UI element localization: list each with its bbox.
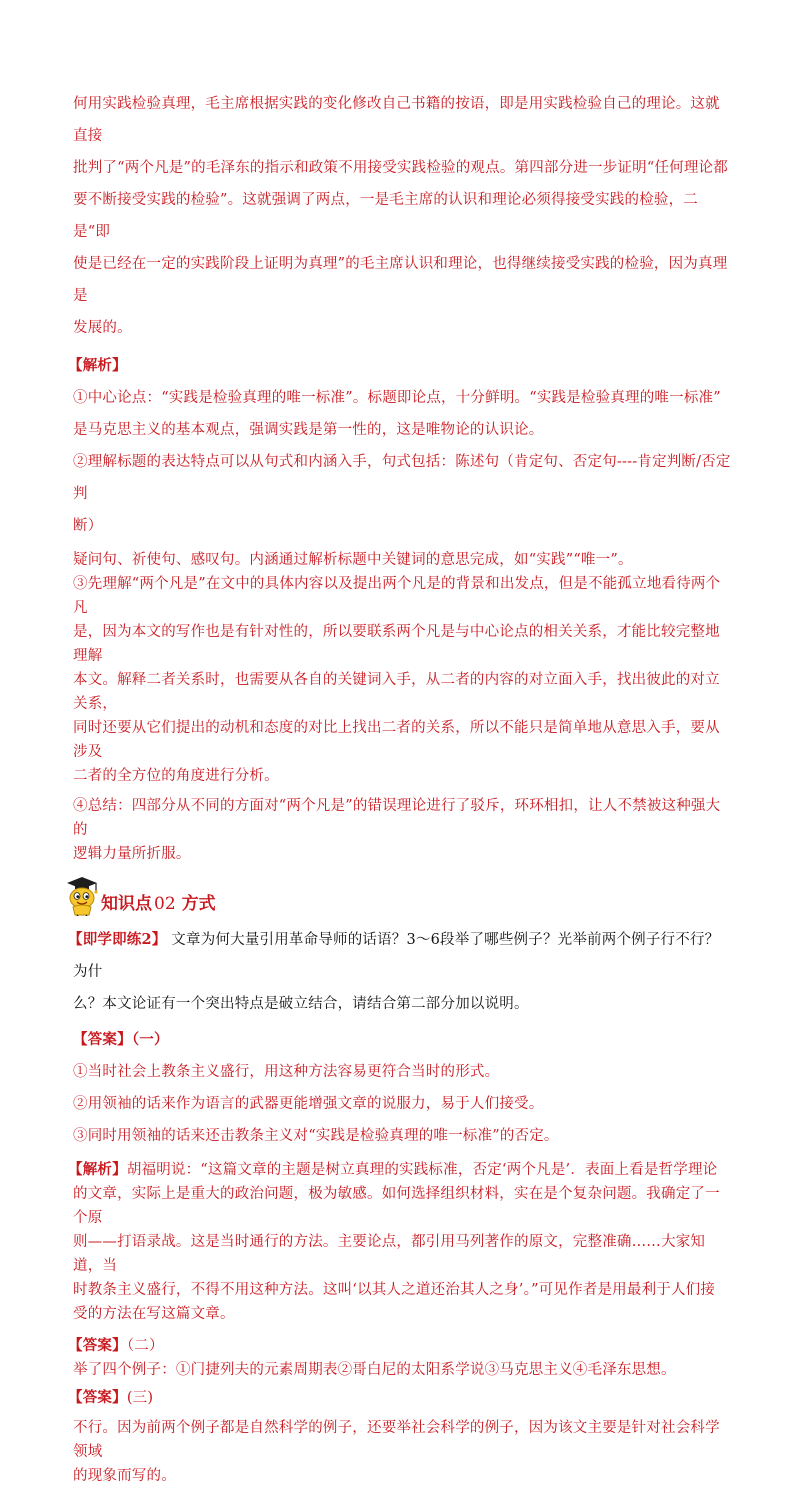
answer-item: 举了四个例子：①门捷列夫的元素周期表②哥白尼的太阳系学说③马克思主义④毛泽东思想。 xyxy=(73,1362,676,1378)
answer-block xyxy=(68,1334,733,1382)
question-text: 文章为何大量引用革命导师的话语？3～6段举了哪些例子？光举前两个例子行不行？为什 xyxy=(73,932,720,980)
section-heading xyxy=(63,872,733,916)
text-line: ④总结：四部分从不同的方面对“两个凡是”的错误理论进行了驳斥，环环相扣，让人不禁被这种强大的 xyxy=(73,798,721,838)
top-paragraph xyxy=(73,88,733,344)
text-line: 同时还要从它们提出的动机和态度的对比上找出二者的关系，所以不能只是简单地从意思入手，要从涉及 xyxy=(73,720,720,760)
document-page xyxy=(68,88,733,1488)
answer-label: 【答案】 xyxy=(73,1031,132,1048)
text-line: 要不断接受实践的检验”。这就强调了两点，一是毛主席的认识和理论必须得接受实践的检验，二是“即 xyxy=(73,192,699,240)
answer-label: 【答案】 xyxy=(68,1389,127,1406)
text-line: 疑问句、祈使句、感叹句。内涵通过解析标题中关键词的意思完成，如“实践”“唯一”。 xyxy=(73,552,633,568)
section-prefix: 知识点 xyxy=(101,894,152,914)
answer-item: ②用领袖的话来作为语言的武器更能增强文章的说服力，易于人们接受。 xyxy=(73,1096,544,1112)
section-title xyxy=(101,892,216,916)
text-line: ③先理解“两个凡是”在文中的具体内容以及提出两个凡是的背景和出发点，但是不能孤立地看待两个凡 xyxy=(73,576,721,616)
text-line: 是，因为本文的写作也是有针对性的，所以要联系两个凡是与中心论点的相关关系，才能比较完整地理解 xyxy=(73,624,720,664)
text-line: 本文。解释二者关系时，也需要从各自的关键词入手，从二者的内容的对立面入手，找出彼此的对立关系， xyxy=(73,672,720,712)
text-line: 批判了“两个凡是”的毛泽东的指示和政策不用接受实践检验的观点。第四部分进一步证明“任何理论都 xyxy=(73,160,728,176)
section-name: 方式 xyxy=(181,894,216,914)
text-line: 的文章，实际上是重大的政治问题，极为敏感。如何选择组织材料，实在是个复杂问题。我确定了一个原 xyxy=(73,1186,720,1226)
text-line: 则——打语录战。这是当时通行的方法。主要论点，都引用马列著作的原文，完整准确……大家知道，当 xyxy=(73,1234,706,1274)
practice-question xyxy=(68,924,733,1020)
text-line: 的现象而写的。 xyxy=(73,1468,176,1484)
text-line: 使是已经在一定的实践阶段上证明为真理”的毛主席认识和理论，也得继续接受实践的检验，因为真理是 xyxy=(73,256,728,304)
text-line: 断） xyxy=(73,518,103,534)
text-line: 逻辑力量所折服。 xyxy=(73,846,191,862)
text-line: 是马克思主义的基本观点，强调实践是第一性的，这是唯物论的认识论。 xyxy=(73,422,544,438)
answer-block xyxy=(73,1024,733,1152)
text-line: 不行。因为前两个例子都是自然科学的例子，还要举社会科学的例子，因为该文主要是针对社会科学领域 xyxy=(73,1420,720,1460)
text-line: 二者的全方位的角度进行分析。 xyxy=(73,768,279,784)
section-number: 02 xyxy=(154,894,176,914)
text-line: 发展的。 xyxy=(73,320,132,336)
text-line: 何用实践检验真理，毛主席根据实践的变化修改自己书籍的按语，即是用实践检验自己的理论。这就直接 xyxy=(73,96,720,144)
answer-part: （二） xyxy=(126,1338,164,1354)
answer-item: ③同时用领袖的话来还击教条主义对“实践是检验真理的唯一标准”的否定。 xyxy=(73,1128,559,1144)
answer-block xyxy=(68,1386,733,1488)
answer-part: (三) xyxy=(126,1390,154,1406)
text-line: 胡福明说：“这篇文章的主题是树立真理的实践标准，否定‘两个凡是’．表面上看是哲学理论 xyxy=(126,1162,718,1178)
text-line: ②理解标题的表达特点可以从句式和内涵入手，句式包括：陈述句（肯定句、否定句----肯定判断/否定判 xyxy=(73,454,731,502)
analysis-block xyxy=(68,1158,733,1326)
analysis-label: 【解析】 xyxy=(68,357,127,374)
graduate-mascot-icon xyxy=(63,874,99,916)
analysis-label: 【解析】 xyxy=(68,1161,127,1178)
question-text: 么？本文论证有一个突出特点是破立结合，请结合第二部分加以说明。 xyxy=(73,996,529,1012)
practice-label: 【即学即练2】 xyxy=(68,931,167,948)
text-line: ①中心论点：“实践是检验真理的唯一标准”。标题即论点，十分鲜明。“实践是检验真理的唯一标准” xyxy=(73,390,721,406)
answer-part: （一） xyxy=(131,1031,169,1048)
answer-label: 【答案】 xyxy=(68,1337,127,1354)
text-line: 受的方法在写这篇文章。 xyxy=(73,1306,235,1322)
analysis-block xyxy=(68,350,733,866)
text-line: 时教条主义盛行，不得不用这种方法。这叫‘以其人之道还治其人之身’。”可见作者是用最利于人们接 xyxy=(73,1282,716,1298)
answer-item: ①当时社会上教条主义盛行，用这种方法容易更符合当时的形式。 xyxy=(73,1064,500,1080)
